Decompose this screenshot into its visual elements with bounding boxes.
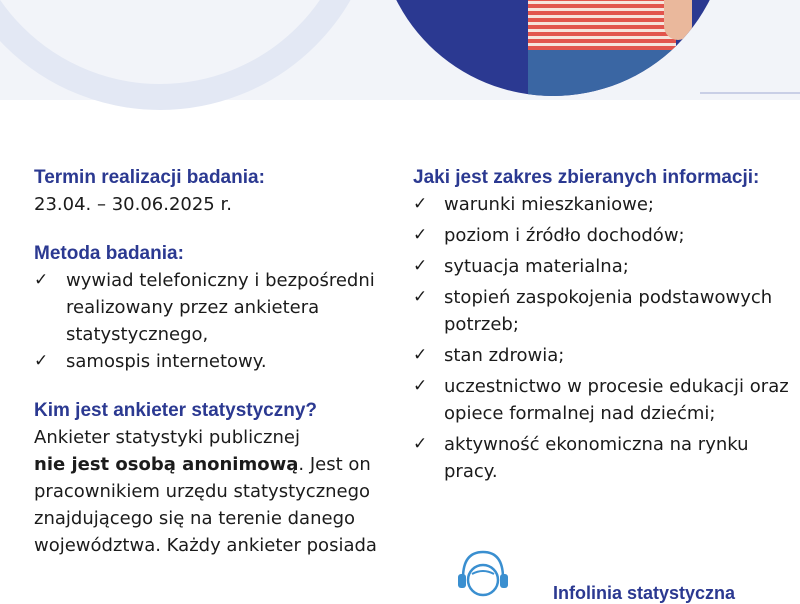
ankieter-line1: Ankieter statystyki publicznej: [34, 427, 300, 448]
list-item: [413, 284, 793, 338]
left-column: [34, 165, 394, 559]
check-icon: ✓: [413, 376, 428, 396]
check-icon: ✓: [34, 351, 49, 371]
list-item: [413, 191, 793, 218]
zakres-heading: Jaki jest zakres zbieranych informacji:: [413, 167, 760, 188]
zakres-item-7: aktywność ekonomiczna na rynku pracy.: [444, 434, 749, 482]
check-icon: ✓: [413, 287, 428, 307]
metoda-list: [34, 267, 394, 375]
list-item: [34, 267, 394, 348]
zakres-item-3: sytuacja materialna;: [444, 256, 629, 277]
termin-heading: Termin realizacji badania:: [34, 167, 265, 188]
decorative-line: [700, 92, 800, 94]
photo-jeans: [528, 50, 676, 96]
zakres-item-1: warunki mieszkaniowe;: [444, 194, 654, 215]
zakres-item-2: poziom i źródło dochodów;: [444, 225, 685, 246]
ankieter-rest: . Jest on pracownikiem urzędu statystycznego znajdującego się na terenie danego województwa. Każdy ankieter posiada: [34, 454, 377, 556]
zakres-list: [413, 191, 793, 485]
zakres-item-4: stopień zaspokojenia podstawowych potrzeb;: [444, 287, 773, 335]
termin-value: 23.04. – 30.06.2025 r.: [34, 194, 232, 215]
check-icon: ✓: [413, 256, 428, 276]
infoline-label: Infolinia statystyczna: [553, 583, 736, 603]
list-item: [413, 373, 793, 427]
check-icon: ✓: [34, 270, 49, 290]
photo-shirt: [528, 0, 676, 50]
metoda-item-1: wywiad telefoniczny i bezpośredni realizowany przez ankietera statystycznego,: [66, 270, 375, 345]
check-icon: ✓: [413, 434, 428, 454]
zakres-item-6: uczestnictwo w procesie edukacji oraz opiece formalnej nad dziećmi;: [444, 376, 789, 424]
list-item: [413, 342, 793, 369]
metoda-heading: Metoda badania:: [34, 243, 184, 264]
headset-icon: [452, 548, 514, 604]
check-icon: ✓: [413, 345, 428, 365]
list-item: [413, 222, 793, 249]
check-icon: ✓: [413, 225, 428, 245]
photo-arm: [664, 0, 692, 40]
right-column: [413, 165, 793, 489]
ankieter-heading: Kim jest ankieter statystyczny?: [34, 400, 318, 421]
ankieter-bold: nie jest osobą anonimową: [34, 454, 299, 475]
list-item: [34, 348, 394, 375]
ankieter-text: [34, 424, 394, 559]
list-item: [413, 431, 793, 485]
zakres-item-5: stan zdrowia;: [444, 345, 565, 366]
list-item: [413, 253, 793, 280]
metoda-item-2: samospis internetowy.: [66, 351, 267, 372]
check-icon: ✓: [413, 194, 428, 214]
hero-banner: [0, 0, 800, 132]
